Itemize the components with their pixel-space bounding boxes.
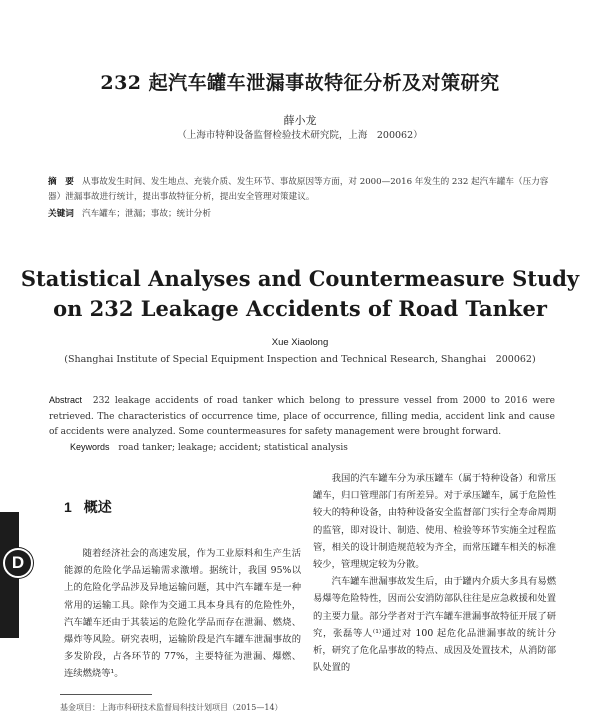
abstract-cn — [48, 175, 558, 205]
title-en-line2: on 232 Leakage Accidents of Road Tanker — [53, 296, 547, 321]
keywords-cn-text: 汽车罐车；泄漏；事故；统计分析 — [82, 209, 211, 219]
right-paragraph-2: 汽车罐车泄漏事故发生后，由于罐内介质大多具有易燃易爆等危险特性，因而公安消防部队往往是应急救援和处置的主要力量。部分学者对于汽车罐车泄漏事故特征开展了研究，张磊等人⁽¹⁾通过对 100 起危化品泄漏事故的统计分析，研究了危化品事故的特点、成因及处置技术，从消防部队处置的 — [313, 576, 556, 674]
footnote-divider — [60, 694, 152, 695]
section-1-number: 1 — [64, 499, 72, 515]
author-en: Xue Xiaolong — [271, 337, 329, 348]
footnote: 基金项目：上海市科研技术监督局科技计划项目（2015—14） — [60, 703, 283, 712]
abstract-cn-text: 从事故发生时间、发生地点、充装介质、发生环节、事故原因等方面，对 2000—2016 年发生的 232 起汽车罐车（压力容器）泄漏事故进行统计，提出事故特征分析，提出安全管理对策建议。 — [48, 177, 549, 202]
abstract-en-label: Abstract — [49, 395, 83, 405]
right-paragraph-1: 我国的汽车罐车分为承压罐车（属于特种设备）和常压罐车，归口管理部门有所差异。对于承压罐车，属于危险性较大的特种设备，由特种设备安全监督部门实行全寿命周期的监管，即对设计、制造、使用、检验等环节实施全过程监管，相关的设计制造规范较为齐全，而常压罐车相关的标准较少，管理规定较为分散。 — [313, 473, 556, 571]
author-cn: 薛小龙 — [283, 114, 317, 127]
keywords-cn-label: 关键词 — [48, 209, 74, 219]
keywords-cn — [48, 207, 558, 219]
keywords-en-label: Keywords — [70, 442, 110, 452]
section-1-heading — [64, 497, 112, 517]
section-1-paragraph: 随着经济社会的高速发展，作为工业原料和生产生活能源的危险化学品运输需求激增。据统计，我国 95%以上的危险化学品涉及异地运输问题，其中汽车罐车是一种常用的运输工具。除作为交通工具本身具有的危险性外，汽车罐车还由于其装运的危险化学品而存在泄漏、燃烧、爆炸等风险。研究表明，运输阶段是汽车罐车泄漏事故的多发阶段，占各环节的 77%，主要特征为泄漏、爆燃、连续燃烧等¹。 — [64, 548, 301, 680]
keywords-en — [70, 442, 348, 453]
section-1-title: 概述 — [83, 500, 112, 516]
title-cn: 232 起汽车罐车泄漏事故特征分析及对策研究 — [100, 72, 500, 94]
affiliation-en: (Shanghai Institute of Special Equipment Inspection and Technical Research, Shanghai 200062) — [64, 354, 536, 365]
keywords-en-text: road tanker; leakage; accident; statistical analysis — [118, 443, 348, 453]
section-badge-icon: D — [3, 548, 33, 578]
abstract-en-text: 232 leakage accidents of road tanker which belong to pressure vessel from 2000 to 2016 were retrieved. The characteristics of occurrence time, place of occurrence, filling media, accident link and cause of accidents were analyzed. Some countermeasures for safety management were brought forward. — [49, 396, 555, 437]
title-en-line1: Statistical Analyses and Countermeasure Study — [20, 266, 580, 291]
abstract-cn-label: 摘 要 — [48, 177, 74, 187]
title-en — [0, 264, 600, 324]
left-column — [64, 545, 301, 683]
affiliation-cn: （上海市特种设备监督检验技术研究院，上海 200062） — [177, 130, 423, 141]
right-column — [313, 470, 556, 676]
abstract-en — [49, 393, 555, 441]
